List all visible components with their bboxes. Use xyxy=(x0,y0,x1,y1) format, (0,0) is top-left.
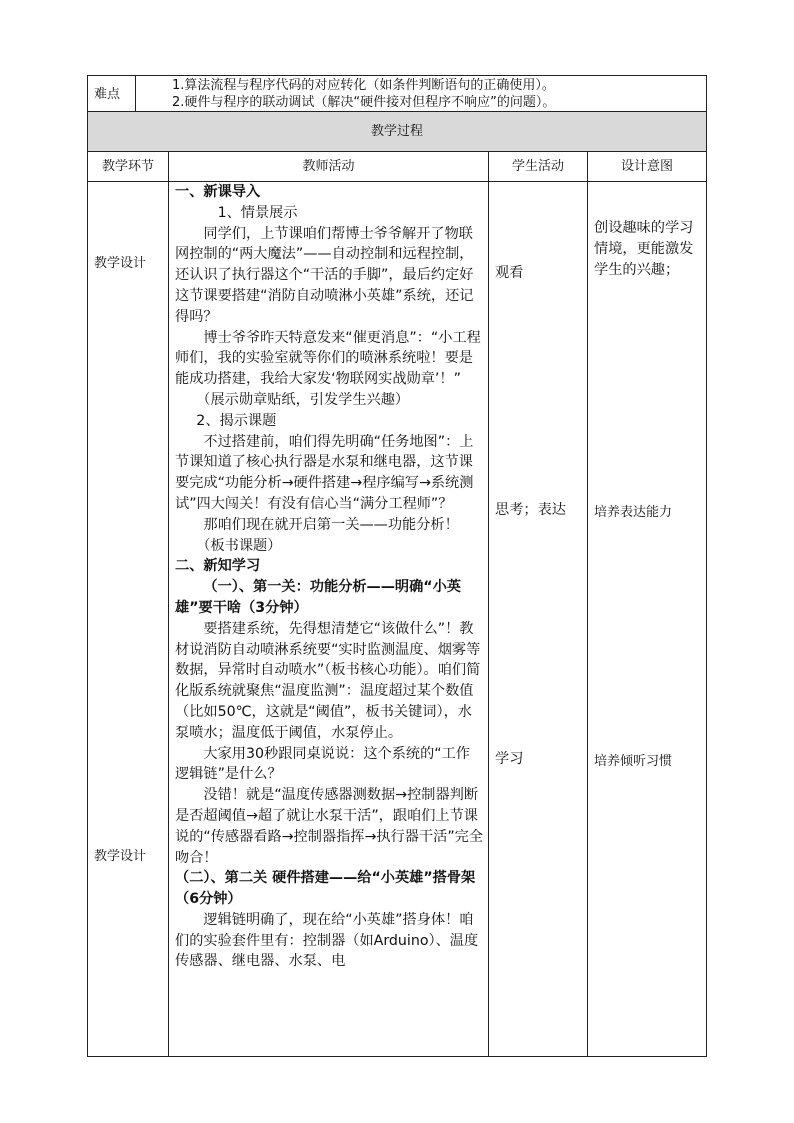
difficulty-line-2: 2.硬件与程序的联动调试（解决“硬件接对但程序不响应”的问题）。 xyxy=(172,95,556,110)
heading-level-2: （二）、第二关 硬件搭建——给“小英雄”搭骨架（6分钟） xyxy=(175,870,476,908)
difficulty-label-cell xyxy=(87,75,136,112)
paragraph: 博士爷爷昨天特意发来“催更消息”：“小工程师们，我的实验室就等你们的喷淋系统啦！要是能成功搭建，我给大家发‘物联网实战勋章’！” xyxy=(175,329,481,388)
header-stage: 教学环节 xyxy=(87,151,169,182)
subheading-topic: 2、揭示课题 xyxy=(196,412,277,429)
student-activity-3: 学习 xyxy=(495,751,524,767)
paragraph: 逻辑链明确了，现在给“小英雄”搭身体！咱们的实验套件里有：控制器（如Arduino）、温度传感器、继电器、水泵、电 xyxy=(175,911,479,970)
student-activity-column xyxy=(488,181,588,1057)
heading-new-lesson: 一、新课导入 xyxy=(175,184,261,200)
student-activity-2: 思考；表达 xyxy=(495,502,566,518)
heading-new-knowledge: 二、新知学习 xyxy=(175,558,261,575)
section-title: 教学过程 xyxy=(370,124,423,139)
stage-column xyxy=(87,181,169,1057)
design-intent-3: 培养倾听习惯 xyxy=(594,754,673,769)
paragraph: 大家用30秒跟同桌说说：这个系统的“工作逻辑链”是什么？ xyxy=(175,745,470,783)
subheading-scene: 1、情景展示 xyxy=(217,204,298,221)
teacher-activity-column xyxy=(168,181,489,1057)
section-title-cell xyxy=(87,111,707,152)
design-intent-2: 培养表达能力 xyxy=(594,505,673,520)
difficulty-label: 难点 xyxy=(94,87,121,102)
paragraph: （板书课题） xyxy=(196,537,282,554)
paragraph: 没错！就是“温度传感器测数据→控制器判断是否超阈值→超了就让水泵干活”，跟咱们上节课说的“传感器看路→控制器指挥→执行器干活”完全吻合！ xyxy=(175,787,484,866)
heading-level-1: （一）、第一关：功能分析——明确“小英雄”要干啥（3分钟） xyxy=(175,579,461,616)
design-intent-1: 创设趣味的学习情境，更能激发学生的兴趣； xyxy=(594,220,694,278)
paragraph: 不过搭建前，咱们得先明确“任务地图”：上节课知道了核心执行器是水泵和继电器，这节课要完成“功能分析→硬件搭建→程序编写→系统测试”四大闯关！有没有信心当“满分工程师”？ xyxy=(175,433,474,512)
paragraph: 那咱们现在就开启第一关——功能分析！ xyxy=(203,516,459,533)
paragraph: 要搭建系统，先得想清楚它“该做什么”！教材说消防自动喷淋系统要“实时监测温度、烟雾等数据，异常时自动喷水”（板书核心功能）。咱们简化版系统就聚焦“温度监测”：温度超过某个数值（比如50℃，这就是“阈值”，板书关键词），水泵喷水；温度低于阈值，水泵停止。 xyxy=(175,620,481,741)
header-student: 学生活动 xyxy=(488,151,588,182)
header-teacher: 教师活动 xyxy=(168,151,489,182)
paragraph: （展示勋章贴纸，引发学生兴趣） xyxy=(196,391,410,408)
paragraph: 同学们，上节课咱们帮博士爷爷解开了物联网控制的“两大魔法”——自动控制和远程控制，还认识了执行器这个“干活的手脚”，最后约定好这节课要搭建“消防自动喷淋小英雄”系统，还记得吗？ xyxy=(175,225,474,325)
header-intent: 设计意图 xyxy=(587,151,707,182)
student-activity-1: 观看 xyxy=(495,265,524,281)
difficulty-content-cell xyxy=(135,75,707,112)
stage-label-2: 教学设计 xyxy=(94,849,147,864)
stage-label-1: 教学设计 xyxy=(94,256,147,271)
difficulty-line-1: 1.算法流程与程序代码的对应转化（如条件判断语句的正确使用）。 xyxy=(172,78,555,93)
lesson-plan-table xyxy=(87,75,707,1057)
design-intent-column xyxy=(587,181,707,1057)
